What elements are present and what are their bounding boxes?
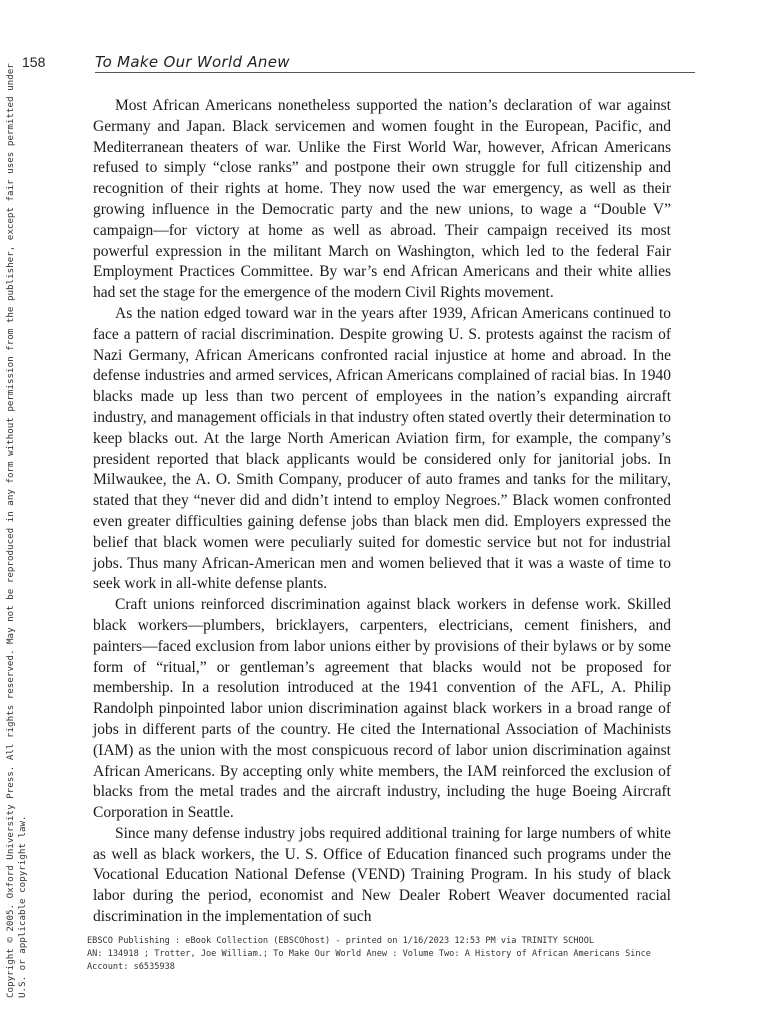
paragraph: Most African Americans nonetheless supported the nation’s declaration of war against Germany and Japan. Black servicemen and women fought in the European, Pacific, and Mediterranean theaters of war. Unlike the First World War, however, African Americans refused to simply “close ranks” and postpone their own struggle for full citizenship and recognition of their rights at home. They now used the war emergency, as well as their growing influence in the Democratic party and the new unions, to wage a “Double V” campaign—for victory at home as well as abroad. Their campaign received its most powerful expression in the militant March on Washington, which led to the federal Fair Employment Practices Committee. By war’s end African Americans and their white allies had set the stage for the emergence of the modern Civil Rights movement.: [93, 97, 671, 302]
footer-line-2: AN: 134918 ; Trotter, Joe William.; To Make Our World Anew : Volume Two: A History of African Americans Since: [87, 949, 651, 959]
body-text: [93, 96, 671, 928]
copyright-notice: [5, 63, 29, 998]
ebsco-footer: [87, 935, 687, 974]
footer-account: Account: s6535938: [87, 962, 175, 972]
copyright-notice-line-2: U.S. or applicable copyright law.: [17, 815, 28, 998]
footer-line-1: EBSCO Publishing : eBook Collection (EBSCOhost) - printed on 1/16/2023 12:53 PM via TRINITY SCHOOL: [87, 936, 595, 946]
page-number: 158: [22, 54, 46, 70]
paragraph: Since many defense industry jobs required additional training for large numbers of white as well as black workers, the U. S. Office of Education financed such programs under the Vocational Education National Defense (VEND) Training Program. In his study of black labor during the period, economist and New Dealer Robert Weaver documented racial discrimination in the implementation of such: [93, 824, 671, 926]
running-head: To Make Our World Anew: [95, 53, 290, 71]
header-rule: [95, 72, 695, 73]
paragraph: As the nation edged toward war in the years after 1939, African Americans continued to face a pattern of racial discrimination. Despite growing U. S. protests against the racism of Nazi Germany, African Americans confronted racial injustice at home and abroad. In the defense industries and armed services, African Americans complained of racial bias. In 1940 blacks made up less than two percent of employees in the nation’s expanding aircraft industry, and management officials in that industry often stated overtly their determination to keep blacks out. At the large North American Aviation firm, for example, the company’s president reported that black applicants would be considered only for janitorial jobs. In Milwaukee, the A. O. Smith Company, producer of auto frames and tanks for the military, stated that they “never did and didn’t intend to employ Negroes.” Black women confronted even greater difficulties gaining defense jobs than black men did. Employers expressed the belief that black women were peculiarly suited for domestic service but not for industrial jobs. Thus many African-American men and women believed that it was a waste of time to seek work in all-white defense plants.: [93, 304, 671, 593]
copyright-notice-line-1: Copyright © 2005. Oxford University Press. All rights reserved. May not be reproduced in any form without permission from the publisher, except fair uses permitted under: [5, 63, 16, 998]
paragraph: Craft unions reinforced discrimination against black workers in defense work. Skilled black workers—plumbers, bricklayers, carpenters, electricians, cement finishers, and painters—faced exclusion from labor unions either by provisions of their bylaws or by some form of “ritual,” or gentleman’s agreement that blacks would not be proposed for membership. In a resolution introduced at the 1941 convention of the AFL, A. Philip Randolph pinpointed labor union discrimination against black workers in a broad range of jobs in different parts of the country. He cited the International Association of Machinists (IAM) as the union with the most conspicuous record of labor union discrimination against African Americans. By accepting only white members, the IAM reinforced the exclusion of blacks from the metal trades and the aircraft industry, including the huge Boeing Aircraft Corporation in Seattle.: [93, 596, 671, 822]
